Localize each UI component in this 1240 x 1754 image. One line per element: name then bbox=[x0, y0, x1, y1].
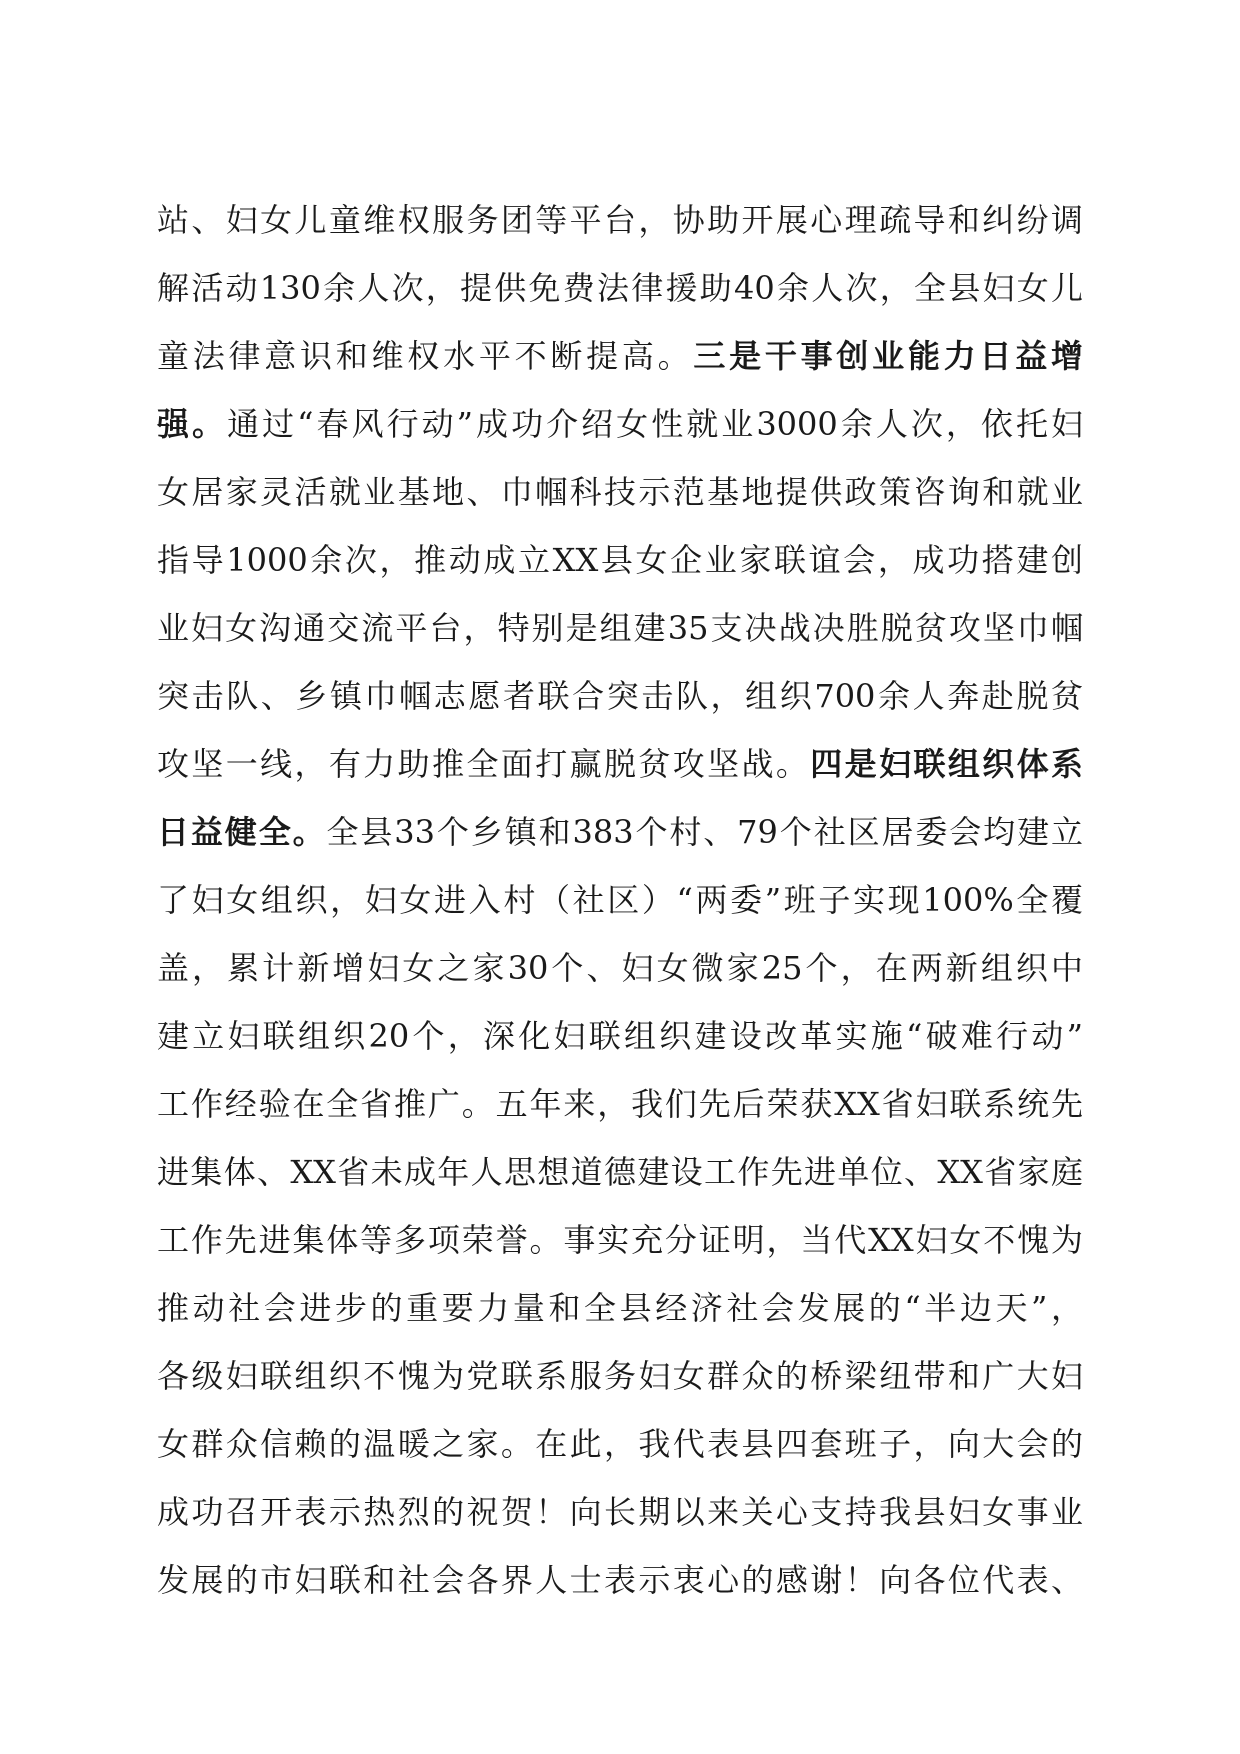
text-line bbox=[157, 866, 1083, 934]
text-segment: 了妇女组织，妇女进入村（社区）“两委”班子实现100%全覆 bbox=[157, 881, 1083, 919]
text-line bbox=[157, 322, 1083, 390]
text-segment: 进集体、XX省未成年人思想道德建设工作先进单位、XX省家庭 bbox=[157, 1153, 1083, 1191]
text-segment: 推动社会进步的重要力量和全县经济社会发展的“半边天”， bbox=[157, 1289, 1083, 1327]
text-line bbox=[157, 1410, 1083, 1478]
text-segment: 工作先进集体等多项荣誉。事实充分证明，当代XX妇女不愧为 bbox=[157, 1221, 1083, 1259]
text-line bbox=[157, 186, 1083, 254]
text-segment: 建立妇联组织20个，深化妇联组织建设改革实施“破难行动” bbox=[157, 1017, 1083, 1055]
text-line bbox=[157, 934, 1083, 1002]
text-line bbox=[157, 526, 1083, 594]
text-segment: 工作经验在全省推广。五年来，我们先后荣获XX省妇联系统先 bbox=[157, 1085, 1083, 1123]
text-line bbox=[157, 1546, 1083, 1614]
text-line bbox=[157, 254, 1083, 322]
text-line bbox=[157, 662, 1083, 730]
text-line bbox=[157, 730, 1083, 798]
text-line bbox=[157, 1138, 1083, 1206]
text-line bbox=[157, 1342, 1083, 1410]
text-line bbox=[157, 458, 1083, 526]
text-line bbox=[157, 1002, 1083, 1070]
text-segment: 突击队、乡镇巾帼志愿者联合突击队，组织700余人奔赴脱贫 bbox=[157, 677, 1083, 715]
text-line bbox=[157, 1070, 1083, 1138]
text-segment: 女群众信赖的温暖之家。在此，我代表县四套班子，向大会的 bbox=[157, 1425, 1083, 1463]
text-segment: 发展的市妇联和社会各界人士表示衷心的感谢！向各位代表、 bbox=[157, 1561, 1083, 1599]
text-line bbox=[157, 1478, 1083, 1546]
text-line bbox=[157, 390, 1083, 458]
bold-heading-segment: 四是妇联组织体系 bbox=[810, 745, 1083, 783]
text-line bbox=[157, 1206, 1083, 1274]
text-line bbox=[157, 594, 1083, 662]
text-segment: 指导1000余次，推动成立XX县女企业家联谊会，成功搭建创 bbox=[157, 541, 1083, 579]
text-line bbox=[157, 798, 1083, 866]
text-segment: 盖，累计新增妇女之家30个、妇女微家25个，在两新组织中 bbox=[157, 949, 1083, 987]
bold-heading-segment: 三是干事创业能力日益增 bbox=[693, 337, 1083, 375]
text-segment: 女居家灵活就业基地、巾帼科技示范基地提供政策咨询和就业 bbox=[157, 473, 1083, 511]
text-segment: 童法律意识和维权水平不断提高。 bbox=[157, 337, 694, 375]
text-line bbox=[157, 1274, 1083, 1342]
text-segment: 解活动130余人次，提供免费法律援助40余人次，全县妇女儿 bbox=[157, 269, 1083, 307]
document-body bbox=[157, 186, 1083, 1614]
text-segment: 各级妇联组织不愧为党联系服务妇女群众的桥梁纽带和广大妇 bbox=[157, 1357, 1083, 1395]
text-segment: 通过“春风行动”成功介绍女性就业3000余人次，依托妇 bbox=[227, 405, 1083, 443]
text-segment: 成功召开表示热烈的祝贺！向长期以来关心支持我县妇女事业 bbox=[157, 1493, 1083, 1531]
text-segment: 业妇女沟通交流平台，特别是组建35支决战决胜脱贫攻坚巾帼 bbox=[157, 609, 1083, 647]
bold-heading-segment: 强。 bbox=[157, 405, 228, 443]
text-segment: 攻坚一线，有力助推全面打赢脱贫攻坚战。 bbox=[157, 745, 811, 783]
bold-heading-segment: 日益健全。 bbox=[157, 813, 327, 851]
text-segment: 全县33个乡镇和383个村、79个社区居委会均建立 bbox=[326, 813, 1083, 851]
text-segment: 站、妇女儿童维权服务团等平台，协助开展心理疏导和纠纷调 bbox=[157, 201, 1083, 239]
